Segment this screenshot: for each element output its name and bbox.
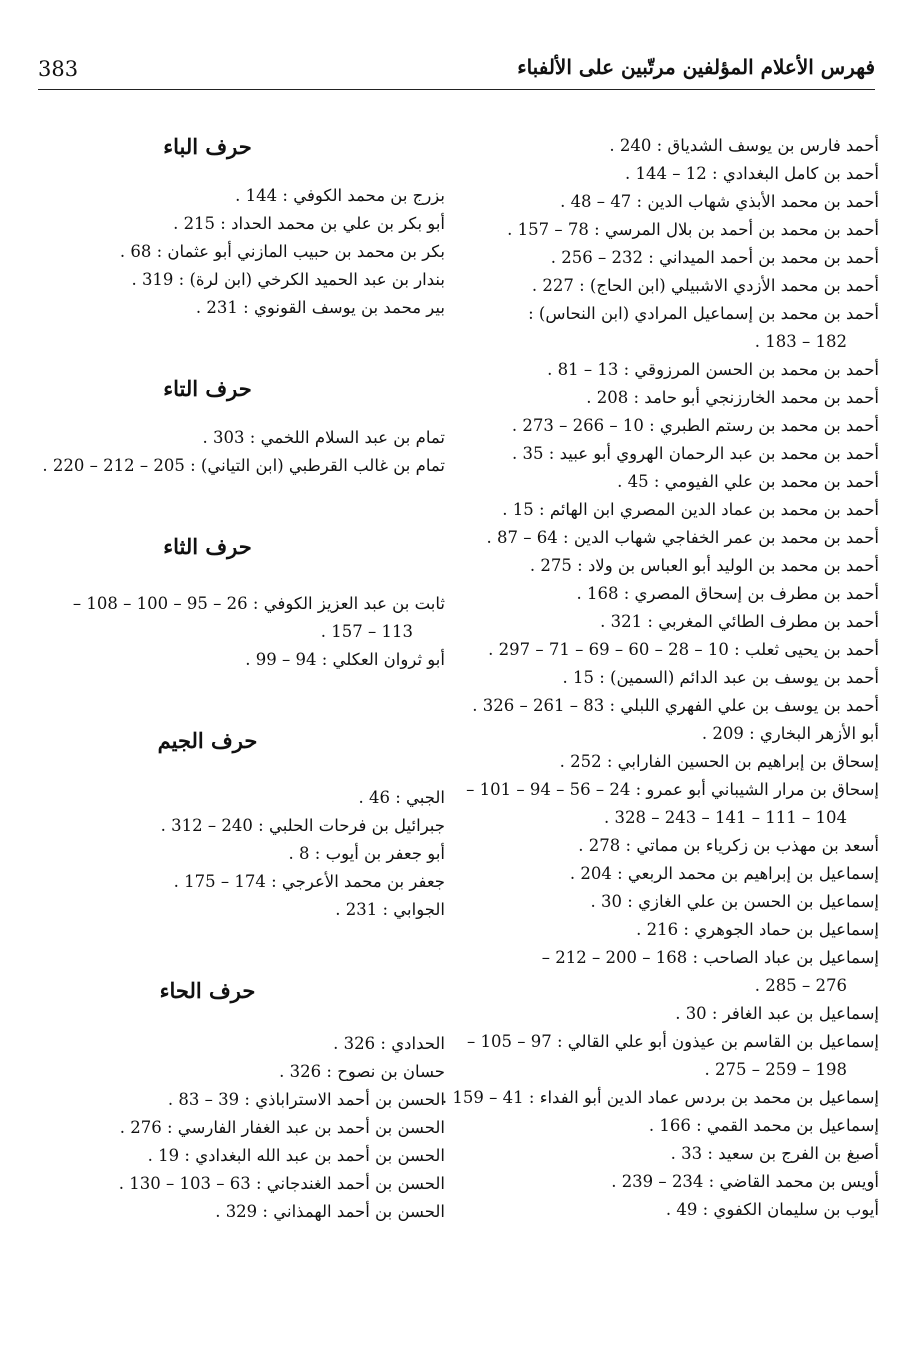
- section-heading: حرف الجيم: [157, 728, 258, 753]
- page-header: [38, 55, 875, 90]
- index-entry: أحمد بن محمد بن رستم الطبري : 10 – 266 – 273 .: [511, 416, 879, 435]
- index-entry: 182 – 183 .: [754, 332, 847, 351]
- index-entry: إسماعيل بن القاسم بن عيذون أبو علي القالي : 97 – 105 –: [466, 1032, 879, 1051]
- index-entry: الجبي : 46 .: [358, 788, 445, 807]
- index-entry: أحمد بن محمد بن عماد الدين المصري ابن الهائم : 15 .: [502, 500, 879, 519]
- index-entry: أيوب بن سليمان الكفوي : 49 .: [665, 1200, 879, 1219]
- index-entry: أحمد بن محمد الأبذي شهاب الدين : 47 – 48 .: [560, 192, 879, 211]
- index-entry: 198 – 259 – 275 .: [704, 1060, 847, 1079]
- index-entry: إسماعيل بن محمد القمي : 166 .: [648, 1116, 879, 1135]
- index-entry: تمام بن عبد السلام اللخمي : 303 .: [202, 428, 445, 447]
- index-entry: أويس بن محمد القاضي : 234 – 239 .: [611, 1172, 879, 1191]
- index-entry: أحمد بن محمد بن الحسن المرزوقي : 13 – 81 .: [547, 360, 879, 379]
- index-entry: ثابت بن عبد العزيز الكوفي : 26 – 95 – 100 – 108 –: [72, 594, 445, 613]
- left-column-index: [30, 132, 445, 1226]
- index-entry: إسماعيل بن محمد بن بردس عماد الدين أبو الفداء : 41 – 159 .: [441, 1088, 879, 1107]
- index-entry: إسماعيل بن عبد الغافر : 30 .: [675, 1004, 879, 1023]
- index-entry: أحمد بن محمد بن علي الفيومي : 45 .: [617, 472, 879, 491]
- index-entry: بكر بن محمد بن حبيب المازني أبو عثمان : 68 .: [119, 242, 445, 261]
- index-entry: أحمد بن محمد بن أحمد بن بلال المرسي : 78 – 157 .: [507, 220, 879, 239]
- index-entry: إسماعيل بن الحسن بن علي الغازي : 30 .: [590, 892, 879, 911]
- index-entry: أبو جعفر بن أيوب : 8 .: [288, 844, 445, 863]
- index-entry: بزرج بن محمد الكوفي : 144 .: [235, 186, 445, 205]
- index-entry: أحمد بن يوسف بن عبد الدائم (السمين) : 15 .: [562, 668, 879, 687]
- index-entry: إسماعيل بن عباد الصاحب : 168 – 200 – 212 –: [541, 948, 879, 967]
- index-entry: 276 – 285 .: [754, 976, 847, 995]
- index-entry: أحمد بن مطرف الطائي المغربي : 321 .: [600, 612, 879, 631]
- section-heading: حرف الحاء: [159, 978, 256, 1003]
- index-entry: الجوابي : 231 .: [335, 900, 445, 919]
- running-title: فهرس الأعلام المؤلفين مرتّبين على الألفباء: [517, 55, 875, 79]
- index-entry: إسحاق بن مرار الشيباني أبو عمرو : 24 – 56 – 94 – 101 –: [466, 780, 879, 799]
- index-entry: أبو بكر بن علي بن محمد الحداد : 215 .: [173, 214, 445, 233]
- index-entry: أبو ثروان العكلي : 94 – 99 .: [245, 650, 445, 669]
- index-entry: أحمد بن محمد بن عمر الخفاجي شهاب الدين : 64 – 87 .: [486, 528, 879, 547]
- index-entry: جعفر بن محمد الأعرجي : 174 – 175 .: [173, 872, 445, 891]
- index-entry: أسعد بن مهذب بن زكرياء بن مماتي : 278 .: [578, 836, 879, 855]
- index-entry: الحسن بن أحمد بن عبد الله البغدادي : 19 .: [147, 1146, 445, 1165]
- index-entry: أحمد بن يوسف بن علي الفهري اللبلي : 83 – 261 – 326 .: [472, 696, 879, 715]
- index-entry: 104 – 111 – 141 – 243 – 328 .: [604, 808, 847, 827]
- section-heading: حرف الباء: [163, 134, 252, 159]
- index-entry: أحمد بن كامل البغدادي : 12 – 144 .: [625, 164, 879, 183]
- index-entry: تمام بن غالب القرطبي (ابن التياني) : 205 – 212 – 220 .: [42, 456, 445, 475]
- index-entry: إسماعيل بن إبراهيم بن محمد الربعي : 204 .: [569, 864, 879, 883]
- index-entry: حسان بن نصوح : 326 .: [279, 1062, 445, 1081]
- index-entry: أحمد بن يحيى ثعلب : 10 – 28 – 60 – 69 – 71 – 297 .: [488, 640, 879, 659]
- index-entry: الحسن بن أحمد بن عبد الغفار الفارسي : 276 .: [119, 1118, 445, 1137]
- index-entry: أحمد بن محمد الخارزنجي أبو حامد : 208 .: [586, 388, 879, 407]
- page-number: 383: [38, 57, 79, 81]
- index-entry: أحمد فارس بن يوسف الشدياق : 240 .: [609, 136, 879, 155]
- index-entry: 113 – 157 .: [320, 622, 413, 641]
- index-entry: جبرائيل بن فرحات الحلبي : 240 – 312 .: [160, 816, 445, 835]
- index-entry: بندار بن عبد الحميد الكرخي (ابن لرة) : 319 .: [131, 270, 445, 289]
- index-entry: الحسن بن أحمد الهمذاني : 329 .: [215, 1202, 445, 1221]
- index-entry: أصبغ بن الفرج بن سعيد : 33 .: [670, 1144, 879, 1163]
- index-entry: إسماعيل بن حماد الجوهري : 216 .: [636, 920, 879, 939]
- index-entry: الحدادي : 326 .: [333, 1034, 445, 1053]
- index-entry: إسحاق بن إبراهيم بن الحسين الفارابي : 252 .: [559, 752, 879, 771]
- index-entry: أحمد بن محمد بن الوليد أبو العباس بن ولاد : 275 .: [529, 556, 879, 575]
- index-entry: بير محمد بن يوسف القونوي : 231 .: [195, 298, 445, 317]
- index-entry: أحمد بن محمد بن إسماعيل المرادي (ابن النحاس) :: [528, 304, 879, 323]
- index-entry: الحسن بن أحمد الغندجاني : 63 – 103 – 130 .: [118, 1174, 445, 1193]
- index-entry: الحسن بن أحمد الاستراباذي : 39 – 83 .: [167, 1090, 445, 1109]
- right-column-index: [441, 132, 879, 1224]
- section-heading: حرف التاء: [163, 376, 252, 401]
- index-entry: أحمد بن محمد بن أحمد الميداني : 232 – 256 .: [550, 248, 879, 267]
- section-heading: حرف الثاء: [163, 534, 252, 559]
- index-entry: أحمد بن محمد الأزدي الاشبيلي (ابن الحاج) : 227 .: [531, 276, 879, 295]
- index-entry: أحمد بن محمد بن عبد الرحمان الهروي أبو عبيد : 35 .: [512, 444, 879, 463]
- index-entry: أبو الأزهر البخاري : 209 .: [701, 724, 879, 743]
- index-entry: أحمد بن مطرف بن إسحاق المصري : 168 .: [576, 584, 879, 603]
